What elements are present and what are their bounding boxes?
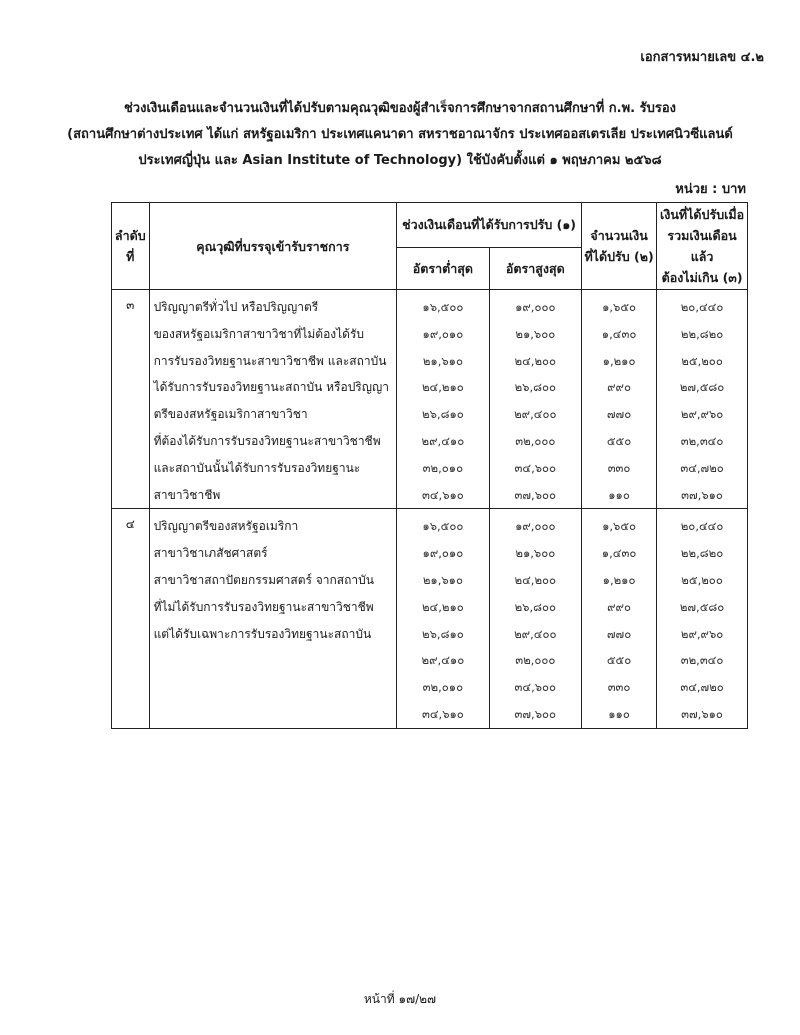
salary-table <box>111 202 748 729</box>
cap-amount-cell: ๒๐,๔๔๐ ๒๒,๘๒๐ ๒๕,๒๐๐ ๒๗,๕๘๐ ๒๙,๙๖๐ ๓๒,๓๔๐ ๓๔,๗๒๐ ๓๗,๖๑๐ <box>657 290 748 509</box>
title-line-2: (สถานศึกษาต่างประเทศ ได้แก่ สหรัฐอเมริกา ประเทศแคนาดา สหราชอาณาจักร ประเทศออสเตรเลีย ประเทศนิวซีแลนด์ <box>67 127 733 142</box>
adjust-amount-cell: ๑,๖๕๐ ๑,๔๓๐ ๑,๒๑๐ ๙๙๐ ๗๗๐ ๕๕๐ ๓๓๐ ๑๑๐ <box>582 509 657 728</box>
table-row-group-3 <box>112 290 748 509</box>
min-rate-cell: ๑๖,๕๐๐ ๑๙,๐๑๐ ๒๑,๖๑๐ ๒๔,๒๑๐ ๒๖,๘๑๐ ๒๙,๔๑๐ ๓๒,๐๑๐ ๓๔,๖๑๐ <box>397 509 489 728</box>
min-rate-cell: ๑๖,๕๐๐ ๑๙,๐๑๐ ๒๑,๖๑๐ ๒๔,๒๑๐ ๒๖,๘๑๐ ๒๙,๔๑๐ ๓๒,๐๑๐ ๓๔,๖๑๐ <box>397 290 489 509</box>
order-number: ๔ <box>112 509 150 728</box>
title-line-1: ช่วงเงินเดือนและจำนวนเงินที่ได้ปรับตามคุณวุฒิของผู้สำเร็จการศึกษาจากสถานศึกษาที่ ก.พ. รับรอง <box>123 101 677 116</box>
table-row-group-4 <box>112 509 748 728</box>
document-title <box>0 96 800 174</box>
cap-amount-cell: ๒๐,๔๔๐ ๒๒,๘๒๐ ๒๕,๒๐๐ ๒๗,๕๘๐ ๒๙,๙๖๐ ๓๒,๓๔๐ ๓๔,๗๒๐ ๓๗,๖๑๐ <box>657 509 748 728</box>
document-number: เอกสารหมายเลข ๔.๒ <box>640 50 764 65</box>
page-number: หน้าที่ ๑๗/๒๗ <box>363 992 437 1006</box>
qualification-cell: ปริญญาตรีทั่วไป หรือปริญญาตรี ของสหรัฐอเมริกาสาขาวิชาที่ไม่ต้องได้รับ การรับรองวิทยฐานะสาขาวิชาชีพ และสถาบัน ได้รับการรับรองวิทยฐานะสถาบัน หรือปริญญา ตรีของสหรัฐอเมริกาสาขาวิชา ที่ต้องได้รับการรับรองวิทยฐานะสาขาวิชาชีพ และสถาบันนั้นได้รับการรับรองวิทยฐานะ สาขาวิชาชีพ <box>149 290 397 509</box>
header-order: ลำดับ ที่ <box>112 203 150 290</box>
max-rate-cell: ๑๙,๐๐๐ ๒๑,๖๐๐ ๒๔,๒๐๐ ๒๖,๘๐๐ ๒๙,๔๐๐ ๓๒,๐๐๐ ๓๔,๖๐๐ ๓๗,๖๐๐ <box>489 290 581 509</box>
adjust-amount-cell: ๑,๖๕๐ ๑,๔๓๐ ๑,๒๑๐ ๙๙๐ ๗๗๐ ๕๕๐ ๓๓๐ ๑๑๐ <box>582 290 657 509</box>
header-adjust-amount: จำนวนเงิน ที่ได้ปรับ (๒) <box>582 203 657 290</box>
unit-label: หน่วย : บาท <box>675 182 746 197</box>
header-salary-range: ช่วงเงินเดือนที่ได้รับการปรับ (๑) <box>397 203 582 248</box>
title-line-3: ประเทศญี่ปุ่น และ Asian Institute of Technology) ใช้บังคับตั้งแต่ ๑ พฤษภาคม ๒๕๖๘ <box>138 153 662 168</box>
header-min-rate: อัตราต่ำสุด <box>397 247 489 289</box>
header-qualification: คุณวุฒิที่บรรจุเข้ารับราชการ <box>149 203 397 290</box>
max-rate-cell: ๑๙,๐๐๐ ๒๑,๖๐๐ ๒๔,๒๐๐ ๒๖,๘๐๐ ๒๙,๔๐๐ ๓๒,๐๐๐ ๓๔,๖๐๐ ๓๗,๖๐๐ <box>489 509 581 728</box>
qualification-cell: ปริญญาตรีของสหรัฐอเมริกา สาขาวิชาเภสัชศาสตร์ สาขาวิชาสถาปัตยกรรมศาสตร์ จากสถาบัน ที่ไม่ได้รับการรับรองวิทยฐานะสาขาวิชาชีพ แต่ได้รับเฉพาะการรับรองวิทยฐานะสถาบัน <box>149 509 397 728</box>
header-max-rate: อัตราสูงสุด <box>489 247 581 289</box>
order-number: ๓ <box>112 290 150 509</box>
header-cap-amount: เงินที่ได้ปรับเมื่อ รวมเงินเดือนแล้ว ต้องไม่เกิน (๓) <box>657 203 748 290</box>
